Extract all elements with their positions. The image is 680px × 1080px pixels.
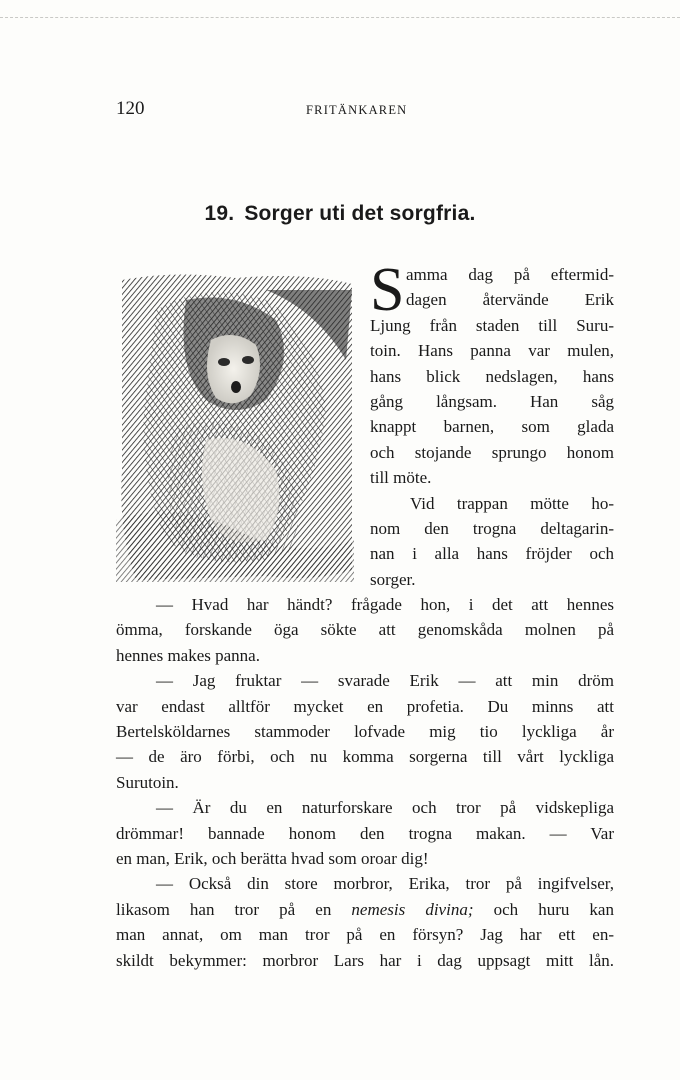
text-line: Surutoin. xyxy=(116,772,179,792)
chapter-title: Sorger uti det sorgfria. xyxy=(244,202,476,225)
text-line: Bertelsköldarnes stammoder lofvade mig tio lyckliga år xyxy=(116,722,614,742)
text-line: nom den trogna deltagarin- xyxy=(370,518,614,538)
text-line: knappt barnen, som glada xyxy=(370,417,614,437)
text-line: hennes makes panna. xyxy=(116,645,260,665)
emphasis-text: nemesis divina; xyxy=(351,899,474,919)
text-segment: likasom han tror på en xyxy=(116,899,352,919)
text-segment: och huru kan xyxy=(473,899,614,919)
text-line: toin. Hans panna var mulen, xyxy=(370,341,614,361)
text-line: dagen återvände Erik xyxy=(406,290,614,310)
body-text xyxy=(116,256,614,973)
text-line: hans blick nedslagen, hans xyxy=(370,366,614,386)
text-line: — Är du en naturforskare och tror på vidskepliga xyxy=(156,798,614,818)
text-line: ömma, forskande öga sökte att genomskåda molnen på xyxy=(116,620,614,640)
text-line: Ljung från staden till Suru- xyxy=(370,315,614,335)
text-line: man annat, om man tror på en försyn? Jag har ett en- xyxy=(116,925,614,945)
chapter-number: 19. xyxy=(204,202,235,225)
text-line xyxy=(116,897,614,922)
running-head xyxy=(116,98,614,120)
chapter-heading xyxy=(0,202,680,226)
page-number: 120 xyxy=(116,98,145,119)
text-line: nan i alla hans fröjder och xyxy=(370,544,614,564)
text-line: en man, Erik, och berätta hvad som oroar dig! xyxy=(116,848,429,868)
text-line: och stojande sprungo honom xyxy=(370,442,614,462)
drop-cap: S xyxy=(370,256,405,324)
text-line: — de äro förbi, och nu komma sorgerna till vårt lyckliga xyxy=(116,747,614,767)
text-line: var endast alltför mycket en profetia. Du minns att xyxy=(116,696,614,716)
text-line: skildt bekymmer: morbror Lars har i dag uppsagt mitt lån. xyxy=(116,950,614,970)
text-line: gång långsam. Han såg xyxy=(370,391,614,411)
text-line: drömmar! bannade honom den trogna makan. — Var xyxy=(116,823,614,843)
top-border-line xyxy=(0,17,680,18)
book-title: FRITÄNKAREN xyxy=(306,103,408,117)
text-line: — Jag fruktar — svarade Erik — att min dröm xyxy=(156,671,614,691)
text-line: Vid trappan mötte ho- xyxy=(410,493,614,513)
text-line: — Också din store morbror, Erika, tror på ingifvelser, xyxy=(156,874,614,894)
text-line: — Hvad har händt? frågade hon, i det att hennes xyxy=(156,595,614,615)
text-line: sorger. xyxy=(370,569,416,589)
text-line: amma dag på eftermid- xyxy=(406,265,614,284)
text-line: till möte. xyxy=(370,468,432,488)
